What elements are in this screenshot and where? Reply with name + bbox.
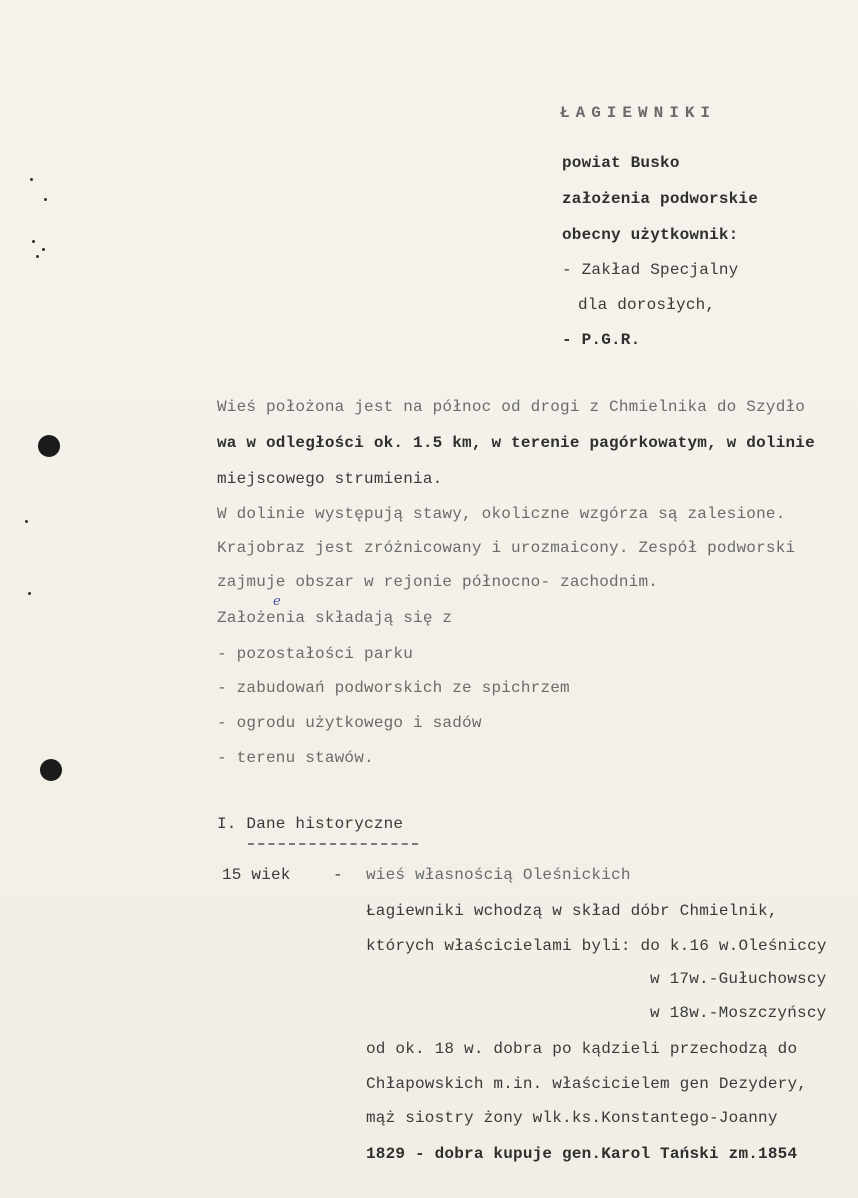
header-meta-line: - P.G.R.: [562, 331, 641, 349]
history-line: Chłapowskich m.in. właścicielem gen Dezydery,: [366, 1075, 808, 1093]
punch-hole-top: [38, 435, 60, 457]
heading-underline: [248, 843, 418, 845]
header-meta-line: obecny użytkownik:: [562, 226, 739, 244]
intro-line: Wieś położona jest na północ od drogi z Chmielnika do Szydło: [217, 398, 806, 416]
history-line: w 18w.-Moszczyńscy: [650, 1004, 827, 1022]
history-line: od ok. 18 w. dobra po kądzieli przechodzą do: [366, 1040, 798, 1058]
intro-line: zajmuje obszar w rejonie północno- zachodnim.: [217, 573, 659, 591]
margin-speck: [42, 248, 45, 251]
section-heading: I. Dane historyczne: [217, 815, 404, 833]
header-meta-line: powiat Busko: [562, 154, 680, 172]
punch-hole-bottom: [40, 759, 62, 781]
history-line: wieś własnością Oleśnickich: [366, 866, 631, 884]
intro-line: miejscowego strumienia.: [217, 470, 443, 488]
header-meta-line: - Zakład Specjalny: [562, 261, 739, 279]
entry-dash: -: [333, 866, 343, 884]
header-meta-line: założenia podworskie: [562, 190, 759, 208]
margin-speck: [30, 178, 33, 181]
intro-list-item: - terenu stawów.: [217, 749, 374, 767]
entry-century: 15 wiek: [222, 866, 291, 884]
history-line: 1829 - dobra kupuje gen.Karol Tański zm.1854: [366, 1145, 798, 1163]
intro-line: W dolinie występują stawy, okoliczne wzgórza są zalesione.: [217, 505, 786, 523]
margin-speck: [36, 255, 39, 258]
margin-speck: [28, 592, 31, 595]
intro-line: Krajobraz jest zróżnicowany i urozmaicony. Zespół podworski: [217, 539, 796, 557]
document-title: ŁAGIEWNIKI: [560, 104, 717, 122]
history-line: których właścicielami byli: do k.16 w.Oleśniccy: [366, 937, 827, 955]
margin-speck: [25, 520, 28, 523]
margin-speck: [32, 240, 35, 243]
header-meta-line: dla dorosłych,: [578, 296, 716, 314]
intro-list-item: - pozostałości parku: [217, 645, 414, 663]
history-line: mąż siostry żony wlk.ks.Konstantego-Joanny: [366, 1109, 778, 1127]
intro-list-item: - ogrodu użytkowego i sadów: [217, 714, 482, 732]
margin-speck: [44, 198, 47, 201]
history-line: Łagiewniki wchodzą w skład dóbr Chmielnik,: [366, 902, 778, 920]
handwritten-correction: e: [273, 594, 281, 609]
intro-line: Założenia składają się z: [217, 609, 453, 627]
intro-list-item: - zabudowań podworskich ze spichrzem: [217, 679, 570, 697]
intro-line: wa w odległości ok. 1.5 km, w terenie pagórkowatym, w dolinie: [217, 434, 815, 452]
history-line: w 17w.-Gułuchowscy: [650, 970, 827, 988]
